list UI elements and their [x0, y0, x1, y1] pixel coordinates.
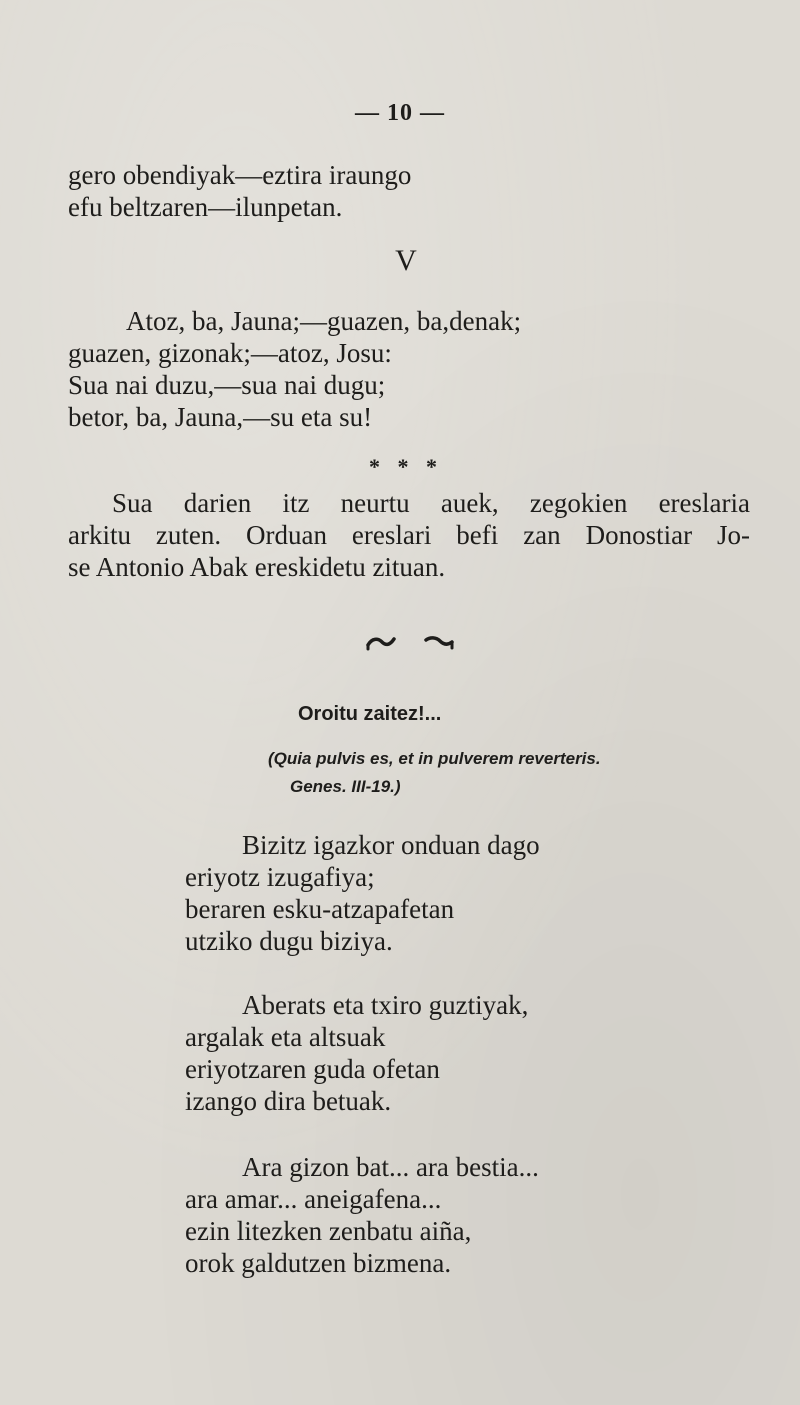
stanza-line: Atoz, ba, Jauna;—guazen, ba,denak;: [126, 306, 522, 336]
stanza-line: betor, ba, Jauna,—su eta su!: [68, 402, 373, 432]
poem-line: Aberats eta txiro guztiyak,: [242, 990, 529, 1020]
epigraph-line: Genes. III-19.): [290, 777, 401, 796]
ornament-divider-icon: [366, 632, 458, 657]
poem-line: argalak eta altsuak: [185, 1022, 386, 1052]
poem-title: Oroitu zaitez!...: [298, 703, 442, 725]
stanza-line: gero obendiyak—eztira iraungo: [68, 160, 412, 190]
poem-line: Bizitz igazkor onduan dago: [242, 830, 540, 860]
poem-line: ezin litezken zenbatu aiña,: [185, 1216, 472, 1246]
poem-line: beraren esku-atzapafetan: [185, 894, 455, 924]
stanza-line: guazen, gizonak;—atoz, Josu:: [68, 338, 392, 368]
poem-line: eriyotz izugafiya;: [185, 862, 375, 892]
page-number: — 10 —: [355, 100, 445, 126]
poem-line: Ara gizon bat... ara bestia...: [242, 1152, 539, 1182]
poem-line: utziko dugu biziya.: [185, 926, 393, 956]
poem-line: orok galdutzen bizmena.: [185, 1248, 452, 1278]
poem-line: izango dira betuak.: [185, 1086, 392, 1116]
stanza-line: efu beltzaren—ilunpetan.: [68, 192, 343, 222]
stanza-line: Sua nai duzu,—sua nai dugu;: [68, 370, 386, 400]
asterism-divider: * * *: [369, 454, 443, 479]
prose-line: Sua darien itz neurtu auek, zegokien ereslaria: [112, 488, 750, 518]
poem-line: eriyotzaren guda ofetan: [185, 1054, 440, 1084]
epigraph-line: (Quia pulvis es, et in pulverem reverteris.: [268, 749, 601, 768]
section-numeral: V: [395, 244, 417, 277]
prose-line: se Antonio Abak ereskidetu zituan.: [68, 552, 446, 582]
prose-line: arkitu zuten. Orduan ereslari befi zan Donostiar Jo-: [68, 520, 750, 550]
poem-line: ara amar... aneigafena...: [185, 1184, 442, 1214]
